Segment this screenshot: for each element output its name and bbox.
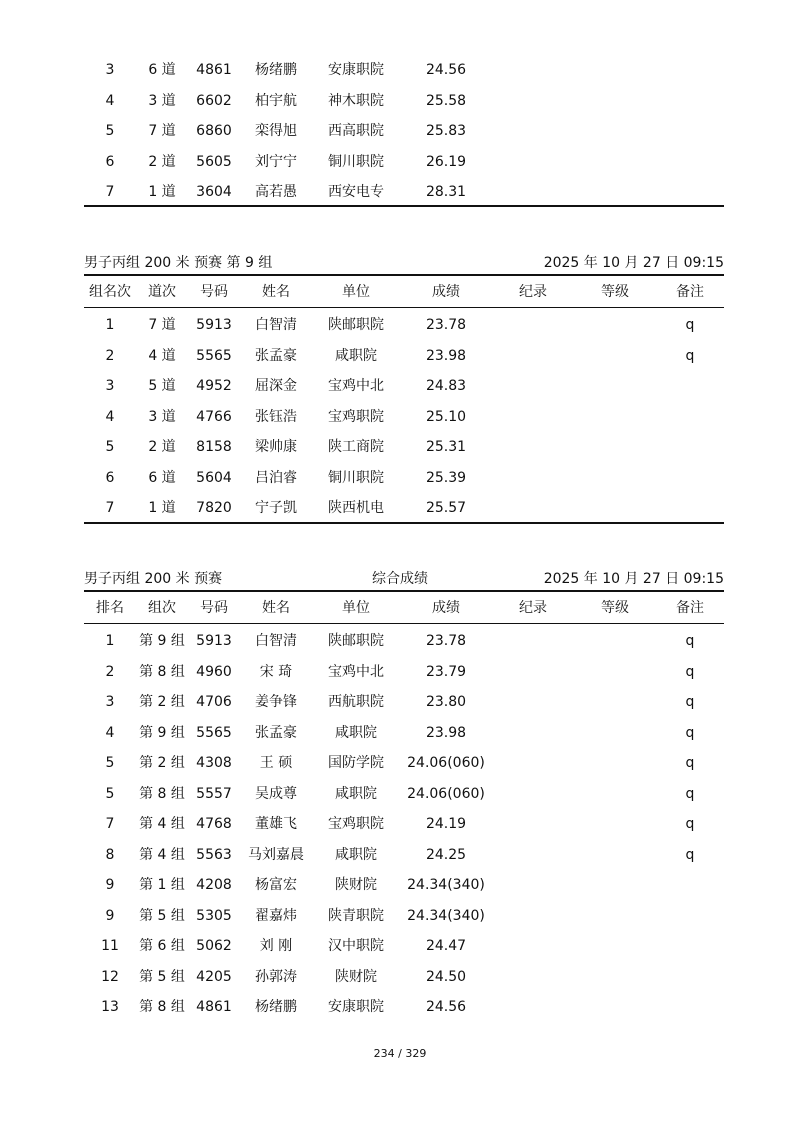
- cell-grade: [574, 657, 656, 687]
- cell-team: 咸职院: [335, 785, 377, 802]
- cell-lane-or-heat: 1 道: [148, 500, 176, 516]
- cell-remark: [656, 177, 724, 207]
- table-row: [84, 870, 724, 900]
- cell-record: [492, 86, 574, 116]
- cell-result: 24.83: [425, 378, 467, 394]
- cell-record: [492, 992, 574, 1022]
- cell-result: 23.79: [425, 663, 467, 680]
- cell-remark: [656, 371, 724, 401]
- header-record: 纪录: [519, 600, 547, 616]
- cell-team: 西安电专: [328, 184, 384, 200]
- cell-record: [492, 116, 574, 146]
- cell-remark: [656, 147, 724, 177]
- cell-bib-number: 4960: [196, 663, 232, 680]
- cell-bib-number: 4706: [196, 694, 232, 710]
- cell-grade: [574, 177, 656, 207]
- cell-rank: 5: [105, 123, 115, 139]
- table-top-rule: [84, 590, 724, 592]
- cell-bib-number: 7820: [196, 500, 232, 516]
- cell-grade: [574, 55, 656, 85]
- cell-rank: 13: [101, 999, 119, 1015]
- header-rank: 组名次: [89, 284, 131, 300]
- cell-record: [492, 463, 574, 493]
- table-row: [84, 840, 724, 870]
- cell-athlete-name: 梁帅康: [255, 439, 297, 455]
- cell-record: [492, 402, 574, 432]
- cell-athlete-name: 孙郭涛: [255, 968, 297, 985]
- cell-record: [492, 341, 574, 371]
- cell-remark: [656, 402, 724, 432]
- cell-grade: [574, 86, 656, 116]
- table-bottom-rule: [84, 205, 724, 207]
- cell-remark: [656, 463, 724, 493]
- cell-athlete-name: 白智清: [255, 317, 297, 333]
- cell-lane-or-heat: 第 2 组: [139, 694, 185, 710]
- cell-record: [492, 371, 574, 401]
- cell-record: [492, 493, 574, 523]
- header-lane-or-heat: 组次: [148, 600, 176, 616]
- cell-lane-or-heat: 3 道: [148, 92, 176, 109]
- cell-team: 安康职院: [328, 62, 384, 78]
- cell-bib-number: 6860: [196, 123, 232, 139]
- table-row: [84, 463, 724, 493]
- cell-team: 宝鸡中北: [328, 663, 384, 680]
- cell-rank: 5: [105, 439, 115, 455]
- cell-grade: [574, 147, 656, 177]
- cell-result: 24.34(340): [407, 907, 485, 924]
- cell-athlete-name: 杨富宏: [255, 877, 297, 893]
- cell-remark: [656, 870, 724, 900]
- cell-result: 23.80: [425, 694, 467, 710]
- cell-result: 24.50: [425, 968, 467, 985]
- table-header-row: [84, 593, 724, 623]
- cell-rank: 2: [105, 347, 115, 364]
- table-row: [84, 147, 724, 177]
- cell-lane-or-heat: 1 道: [148, 184, 176, 200]
- cell-rank: 7: [105, 816, 115, 832]
- table-row: [84, 718, 724, 748]
- cell-record: [492, 748, 574, 778]
- cell-lane-or-heat: 2 道: [148, 153, 176, 170]
- cell-remark: q: [685, 755, 695, 771]
- overall-subtitle: 综合成绩: [372, 571, 428, 587]
- table-row: [84, 657, 724, 687]
- cell-athlete-name: 翟嘉炜: [255, 907, 297, 924]
- table-row: [84, 55, 724, 85]
- table-top-rule: [84, 274, 724, 276]
- cell-bib-number: 4205: [196, 968, 232, 985]
- header-bib-number: 号码: [200, 284, 228, 300]
- cell-rank: 12: [101, 968, 119, 985]
- cell-grade: [574, 432, 656, 462]
- cell-result: 25.39: [425, 469, 467, 486]
- cell-record: [492, 55, 574, 85]
- table-row: [84, 310, 724, 340]
- cell-remark: [656, 493, 724, 523]
- header-grade: 等级: [601, 284, 629, 300]
- cell-rank: 4: [105, 408, 115, 425]
- table-row: [84, 402, 724, 432]
- cell-athlete-name: 张孟豪: [255, 724, 297, 741]
- cell-athlete-name: 刘 刚: [259, 938, 293, 954]
- cell-lane-or-heat: 第 8 组: [139, 999, 185, 1015]
- cell-bib-number: 4952: [196, 378, 232, 394]
- cell-rank: 11: [101, 938, 119, 954]
- cell-team: 咸职院: [335, 846, 377, 863]
- cell-remark: [656, 901, 724, 931]
- cell-record: [492, 310, 574, 340]
- heat-9-datetime: 2025 年 10 月 27 日 09:15: [543, 255, 724, 271]
- cell-result: 24.06(060): [407, 785, 485, 802]
- cell-athlete-name: 吕泊睿: [255, 469, 297, 486]
- header-team: 单位: [342, 284, 370, 300]
- cell-team: 咸职院: [335, 724, 377, 741]
- cell-athlete-name: 董雄飞: [255, 816, 297, 832]
- cell-bib-number: 5913: [196, 633, 232, 649]
- cell-result: 23.78: [425, 317, 467, 333]
- cell-athlete-name: 柏宇航: [255, 92, 297, 109]
- cell-athlete-name: 吴成尊: [255, 785, 297, 802]
- cell-team: 陕财院: [335, 968, 377, 985]
- cell-rank: 7: [105, 500, 115, 516]
- cell-rank: 6: [105, 469, 115, 486]
- cell-grade: [574, 992, 656, 1022]
- cell-team: 宝鸡职院: [328, 408, 384, 425]
- cell-team: 汉中职院: [328, 938, 384, 954]
- cell-grade: [574, 901, 656, 931]
- cell-result: 25.57: [425, 500, 467, 516]
- cell-team: 西高职院: [328, 123, 384, 139]
- cell-record: [492, 870, 574, 900]
- cell-grade: [574, 402, 656, 432]
- cell-record: [492, 432, 574, 462]
- cell-bib-number: 5605: [196, 153, 232, 170]
- cell-bib-number: 4861: [196, 999, 232, 1015]
- cell-result: 24.56: [425, 999, 467, 1015]
- cell-rank: 3: [105, 378, 115, 394]
- cell-grade: [574, 931, 656, 961]
- cell-grade: [574, 870, 656, 900]
- cell-result: 25.10: [425, 408, 467, 425]
- cell-rank: 2: [105, 663, 115, 680]
- cell-grade: [574, 310, 656, 340]
- cell-team: 陕西机电: [328, 500, 384, 516]
- cell-team: 安康职院: [328, 999, 384, 1015]
- table-row: [84, 931, 724, 961]
- cell-rank: 4: [105, 724, 115, 741]
- cell-record: [492, 718, 574, 748]
- page-number: 234 / 329: [373, 1047, 427, 1060]
- cell-lane-or-heat: 第 9 组: [139, 724, 185, 741]
- header-grade: 等级: [601, 600, 629, 616]
- cell-remark: [656, 962, 724, 992]
- cell-record: [492, 901, 574, 931]
- cell-lane-or-heat: 4 道: [148, 347, 176, 364]
- cell-bib-number: 5604: [196, 469, 232, 486]
- cell-rank: 9: [105, 877, 115, 893]
- header-athlete-name: 姓名: [262, 600, 290, 616]
- cell-lane-or-heat: 3 道: [148, 408, 176, 425]
- cell-result: 28.31: [425, 184, 467, 200]
- cell-team: 宝鸡中北: [328, 378, 384, 394]
- cell-remark: q: [685, 663, 695, 680]
- cell-bib-number: 5565: [196, 724, 232, 741]
- cell-athlete-name: 杨绪鹏: [255, 62, 297, 78]
- cell-remark: q: [685, 633, 695, 649]
- cell-team: 陕财院: [335, 877, 377, 893]
- cell-grade: [574, 371, 656, 401]
- cell-bib-number: 5563: [196, 846, 232, 863]
- cell-remark: q: [685, 347, 695, 364]
- cell-rank: 5: [105, 755, 115, 771]
- cell-lane-or-heat: 第 1 组: [139, 877, 185, 893]
- overall-title: 男子丙组 200 米 预赛: [84, 571, 223, 587]
- cell-result: 26.19: [425, 153, 467, 170]
- cell-result: 23.98: [425, 347, 467, 364]
- cell-record: [492, 687, 574, 717]
- cell-bib-number: 5913: [196, 317, 232, 333]
- table-header-row: [84, 277, 724, 307]
- cell-team: 铜川职院: [328, 469, 384, 486]
- overall-datetime: 2025 年 10 月 27 日 09:15: [543, 571, 724, 587]
- cell-athlete-name: 宋 琦: [259, 663, 293, 680]
- cell-remark: [656, 432, 724, 462]
- cell-team: 铜川职院: [328, 153, 384, 170]
- cell-grade: [574, 718, 656, 748]
- cell-athlete-name: 白智清: [255, 633, 297, 649]
- cell-athlete-name: 王 硕: [259, 755, 293, 771]
- cell-lane-or-heat: 第 8 组: [139, 663, 185, 680]
- cell-lane-or-heat: 7 道: [148, 317, 176, 333]
- cell-team: 国防学院: [328, 755, 384, 771]
- cell-athlete-name: 屈深金: [255, 378, 297, 394]
- table-header-rule: [84, 623, 724, 624]
- cell-lane-or-heat: 5 道: [148, 378, 176, 394]
- cell-athlete-name: 高若愚: [255, 184, 297, 200]
- cell-lane-or-heat: 第 8 组: [139, 785, 185, 802]
- header-remark: 备注: [676, 600, 704, 616]
- cell-team: 陕青职院: [328, 907, 384, 924]
- cell-bib-number: 5557: [196, 785, 232, 802]
- cell-result: 24.19: [425, 816, 467, 832]
- cell-bib-number: 6602: [196, 92, 232, 109]
- header-result: 成绩: [432, 600, 460, 616]
- cell-lane-or-heat: 第 6 组: [139, 938, 185, 954]
- cell-grade: [574, 341, 656, 371]
- cell-team: 西航职院: [328, 694, 384, 710]
- cell-grade: [574, 962, 656, 992]
- cell-result: 25.58: [425, 92, 467, 109]
- cell-grade: [574, 116, 656, 146]
- cell-rank: 7: [105, 184, 115, 200]
- cell-result: 24.34(340): [407, 877, 485, 893]
- cell-lane-or-heat: 第 4 组: [139, 816, 185, 832]
- table-header-rule: [84, 307, 724, 308]
- cell-rank: 3: [105, 62, 115, 78]
- cell-bib-number: 5305: [196, 907, 232, 924]
- table-row: [84, 901, 724, 931]
- cell-record: [492, 626, 574, 656]
- cell-lane-or-heat: 第 4 组: [139, 846, 185, 863]
- cell-remark: [656, 992, 724, 1022]
- cell-team: 陕邮职院: [328, 317, 384, 333]
- table-row: [84, 809, 724, 839]
- cell-record: [492, 779, 574, 809]
- cell-grade: [574, 809, 656, 839]
- table-row: [84, 341, 724, 371]
- header-athlete-name: 姓名: [262, 284, 290, 300]
- cell-grade: [574, 779, 656, 809]
- cell-remark: q: [685, 724, 695, 741]
- header-remark: 备注: [676, 284, 704, 300]
- cell-athlete-name: 宁子凯: [255, 500, 297, 516]
- cell-record: [492, 657, 574, 687]
- cell-rank: 4: [105, 92, 115, 109]
- cell-record: [492, 931, 574, 961]
- table-row: [84, 962, 724, 992]
- table-row: [84, 748, 724, 778]
- cell-remark: q: [685, 694, 695, 710]
- table-row: [84, 432, 724, 462]
- cell-record: [492, 177, 574, 207]
- cell-grade: [574, 493, 656, 523]
- cell-grade: [574, 463, 656, 493]
- cell-bib-number: 3604: [196, 184, 232, 200]
- cell-rank: 1: [105, 317, 115, 333]
- cell-grade: [574, 840, 656, 870]
- cell-result: 23.78: [425, 633, 467, 649]
- table-bottom-rule: [84, 522, 724, 524]
- cell-rank: 8: [105, 846, 115, 863]
- table-row: [84, 493, 724, 523]
- cell-remark: [656, 86, 724, 116]
- cell-lane-or-heat: 第 5 组: [139, 968, 185, 985]
- cell-remark: q: [685, 846, 695, 863]
- cell-athlete-name: 张钰浩: [255, 408, 297, 425]
- cell-bib-number: 8158: [196, 439, 232, 455]
- cell-result: 24.56: [425, 62, 467, 78]
- cell-result: 24.06(060): [407, 755, 485, 771]
- cell-team: 宝鸡职院: [328, 816, 384, 832]
- cell-team: 咸职院: [335, 347, 377, 364]
- cell-rank: 9: [105, 907, 115, 924]
- cell-athlete-name: 张孟豪: [255, 347, 297, 364]
- cell-record: [492, 147, 574, 177]
- cell-record: [492, 809, 574, 839]
- cell-result: 24.25: [425, 846, 467, 863]
- cell-team: 神木职院: [328, 92, 384, 109]
- cell-grade: [574, 626, 656, 656]
- cell-bib-number: 4768: [196, 816, 232, 832]
- cell-remark: q: [685, 317, 695, 333]
- heat-9-title: 男子丙组 200 米 预赛 第 9 组: [84, 255, 273, 271]
- table-row: [84, 626, 724, 656]
- cell-result: 24.47: [425, 938, 467, 954]
- cell-remark: q: [685, 816, 695, 832]
- cell-athlete-name: 姜争锋: [255, 694, 297, 710]
- cell-remark: [656, 116, 724, 146]
- cell-remark: [656, 931, 724, 961]
- cell-grade: [574, 748, 656, 778]
- cell-remark: [656, 55, 724, 85]
- cell-result: 23.98: [425, 724, 467, 741]
- cell-lane-or-heat: 2 道: [148, 439, 176, 455]
- cell-record: [492, 962, 574, 992]
- cell-bib-number: 4208: [196, 877, 232, 893]
- cell-athlete-name: 刘宁宁: [255, 153, 297, 170]
- cell-bib-number: 4766: [196, 408, 232, 425]
- header-team: 单位: [342, 600, 370, 616]
- table-row: [84, 371, 724, 401]
- cell-athlete-name: 栾得旭: [255, 123, 297, 139]
- cell-result: 25.83: [425, 123, 467, 139]
- table-row: [84, 992, 724, 1022]
- cell-record: [492, 840, 574, 870]
- cell-lane-or-heat: 第 2 组: [139, 755, 185, 771]
- cell-rank: 5: [105, 785, 115, 802]
- cell-result: 25.31: [425, 439, 467, 455]
- cell-rank: 3: [105, 694, 115, 710]
- cell-athlete-name: 马刘嘉晨: [248, 846, 304, 863]
- cell-bib-number: 4308: [196, 755, 232, 771]
- cell-team: 陕工商院: [328, 439, 384, 455]
- cell-lane-or-heat: 第 9 组: [139, 633, 185, 649]
- cell-team: 陕邮职院: [328, 633, 384, 649]
- cell-remark: q: [685, 785, 695, 802]
- cell-grade: [574, 687, 656, 717]
- cell-rank: 6: [105, 153, 115, 170]
- table-row: [84, 779, 724, 809]
- table-row: [84, 687, 724, 717]
- cell-lane-or-heat: 第 5 组: [139, 907, 185, 924]
- header-result: 成绩: [432, 284, 460, 300]
- cell-rank: 1: [105, 633, 115, 649]
- table-row: [84, 177, 724, 207]
- header-lane-or-heat: 道次: [148, 284, 176, 300]
- table-row: [84, 116, 724, 146]
- cell-lane-or-heat: 7 道: [148, 123, 176, 139]
- header-rank: 排名: [96, 600, 124, 616]
- header-bib-number: 号码: [200, 600, 228, 616]
- cell-athlete-name: 杨绪鹏: [255, 999, 297, 1015]
- cell-bib-number: 5565: [196, 347, 232, 364]
- table-row: [84, 86, 724, 116]
- header-record: 纪录: [519, 284, 547, 300]
- cell-bib-number: 4861: [196, 62, 232, 78]
- cell-lane-or-heat: 6 道: [148, 62, 176, 78]
- cell-lane-or-heat: 6 道: [148, 469, 176, 486]
- cell-bib-number: 5062: [196, 938, 232, 954]
